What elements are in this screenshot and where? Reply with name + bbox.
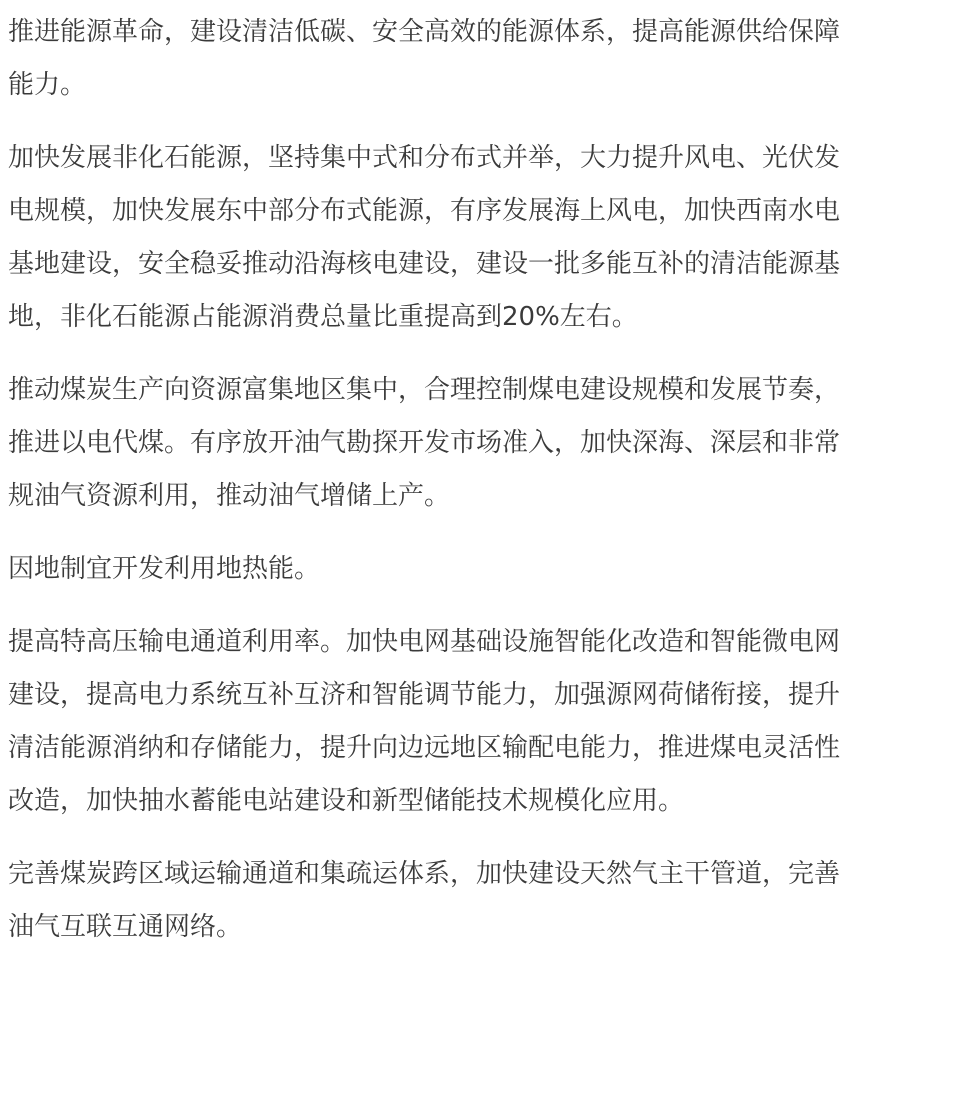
text-line: 建设，提高电力系统互补互济和智能调节能力，加强源网荷储衔接，提升 bbox=[8, 680, 841, 710]
text-line: 改造，加快抽水蓄能电站建设和新型储能技术规模化应用。 bbox=[8, 786, 685, 816]
text-line: 地，非化石能源占能源消费总量比重提高到20%左右。 bbox=[8, 302, 638, 332]
text-line: 推进以电代煤。有序放开油气勘探开发市场准入，加快深海、深层和非常 bbox=[8, 428, 841, 458]
paragraph-geothermal bbox=[8, 543, 974, 596]
text-line: 加快发展非化石能源，坚持集中式和分布式并举，大力提升风电、光伏发 bbox=[8, 143, 841, 173]
text-line: 推进能源革命，建设清洁低碳、安全高效的能源体系，提高能源供给保障 bbox=[8, 17, 841, 47]
text-line: 完善煤炭跨区域运输通道和集疏运体系，加快建设天然气主干管道，完善 bbox=[8, 859, 841, 889]
text-line: 电规模，加快发展东中部分布式能源，有序发展海上风电，加快西南水电 bbox=[8, 196, 841, 226]
text-line: 提高特高压输电通道利用率。加快电网基础设施智能化改造和智能微电网 bbox=[8, 627, 841, 657]
text-line: 因地制宜开发利用地热能。 bbox=[8, 554, 321, 584]
article-body bbox=[8, 6, 974, 974]
paragraph-power-grid bbox=[8, 616, 974, 828]
paragraph-coal-oil-gas bbox=[8, 364, 974, 523]
paragraph-non-fossil bbox=[8, 132, 974, 344]
text-line: 能力。 bbox=[8, 70, 87, 100]
paragraph-transport-pipelines bbox=[8, 848, 974, 954]
paragraph-energy-revolution bbox=[8, 6, 974, 112]
text-line: 推动煤炭生产向资源富集地区集中，合理控制煤电建设规模和发展节奏， bbox=[8, 375, 841, 405]
text-line: 清洁能源消纳和存储能力，提升向边远地区输配电能力，推进煤电灵活性 bbox=[8, 733, 841, 763]
text-line: 油气互联互通网络。 bbox=[8, 912, 243, 942]
text-line: 规油气资源利用，推动油气增储上产。 bbox=[8, 481, 451, 511]
text-line: 基地建设，安全稳妥推动沿海核电建设，建设一批多能互补的清洁能源基 bbox=[8, 249, 841, 279]
